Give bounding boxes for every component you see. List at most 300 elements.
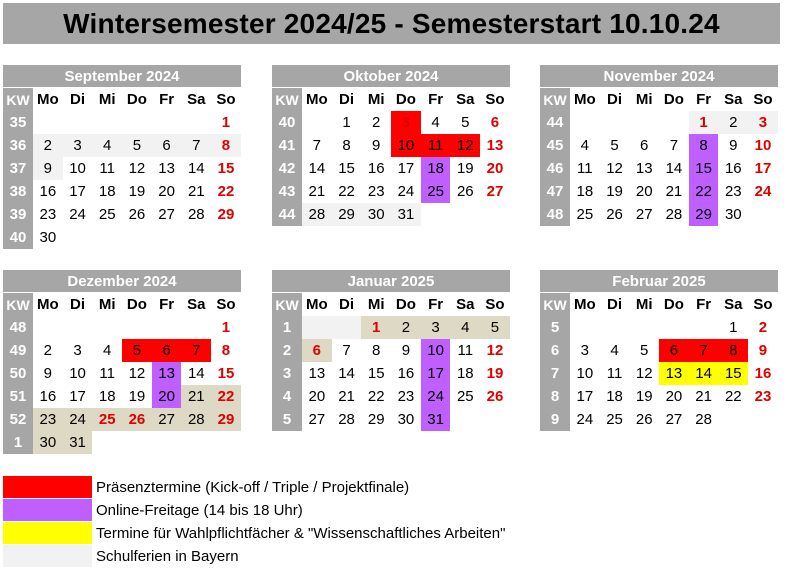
week-row (272, 134, 510, 157)
week-number: 6 (540, 339, 570, 362)
month-2 (272, 65, 510, 226)
empty-day-cell (600, 111, 630, 134)
day-cell: 11 (606, 365, 623, 382)
weekday-label: So (485, 91, 505, 108)
day-cell: 20 (635, 183, 653, 200)
day-cell: 9 (33, 157, 63, 180)
weekday-label: Do (126, 296, 147, 313)
day-cell: 4 (450, 316, 480, 339)
weekday-header (3, 88, 241, 111)
day-cell: 6 (659, 339, 689, 362)
day-cell: 5 (640, 342, 649, 359)
month-6 (540, 270, 778, 431)
empty-day-cell (629, 316, 659, 339)
empty-day-cell (211, 226, 241, 249)
day-cell: 24 (576, 411, 594, 428)
day-cell: 3 (73, 342, 82, 359)
day-cell: 23 (754, 388, 772, 405)
weekday-label: So (753, 91, 773, 108)
day-cell: 8 (221, 342, 231, 359)
day-cell: 30 (361, 203, 391, 226)
weekday-header (540, 88, 778, 111)
day-cell: 13 (158, 160, 175, 177)
legend-label: Präsenztermine (Kick-off / Triple / Projektfinale) (96, 478, 410, 496)
weekday-label: Mi (98, 296, 116, 313)
day-cell: 28 (187, 206, 205, 223)
day-cell: 23 (39, 206, 57, 223)
day-cell: 17 (576, 388, 594, 405)
day-cell: 14 (187, 365, 205, 382)
weekday-label: Fr (696, 91, 712, 108)
day-cell: 14 (187, 160, 205, 177)
day-cell: 4 (580, 137, 590, 154)
day-cell: 8 (718, 339, 748, 362)
day-cell: 22 (338, 183, 355, 200)
week-number: 49 (3, 339, 33, 362)
day-cell: 12 (606, 160, 623, 177)
empty-day-cell (421, 203, 451, 226)
day-cell: 9 (729, 137, 738, 154)
day-cell: 3 (580, 342, 590, 359)
day-cell: 20 (486, 160, 504, 177)
empty-day-cell (92, 226, 122, 249)
day-cell: 17 (754, 160, 772, 177)
day-cell: 28 (695, 411, 712, 428)
legend-swatch (3, 545, 92, 567)
day-cell: 29 (689, 203, 719, 226)
empty-day-cell (63, 316, 93, 339)
week-row (3, 408, 241, 431)
weekday-label: Mi (367, 296, 385, 313)
day-cell: 28 (338, 411, 355, 428)
week-number: 7 (540, 362, 570, 385)
week-number: 1 (3, 431, 33, 454)
empty-day-cell (152, 431, 182, 454)
day-cell: 19 (635, 388, 653, 405)
day-cell: 23 (367, 183, 385, 200)
week-row (3, 385, 241, 408)
day-cell: 10 (69, 160, 86, 177)
legend-swatch (3, 499, 92, 521)
weekday-label: Fr (159, 91, 175, 108)
day-cell: 27 (158, 206, 175, 223)
day-cell: 4 (610, 342, 619, 359)
month-4 (3, 270, 241, 454)
weekday-label: Do (395, 296, 416, 313)
day-cell: 20 (665, 388, 683, 405)
day-cell: 14 (689, 362, 719, 385)
day-cell: 18 (98, 388, 116, 405)
day-cell: 24 (421, 385, 451, 408)
day-cell: 5 (122, 134, 152, 157)
week-number: 35 (3, 111, 33, 134)
month-title: September 2024 (3, 65, 241, 87)
empty-day-cell (92, 111, 122, 134)
weekday-label: Do (395, 91, 416, 108)
legend-item (3, 522, 505, 544)
day-cell: 10 (391, 134, 421, 157)
day-cell: 23 (724, 183, 742, 200)
kw-header: KW (540, 88, 570, 111)
day-cell: 6 (640, 137, 649, 154)
week-number: 40 (272, 111, 302, 134)
legend-swatch (3, 522, 92, 544)
day-cell: 12 (486, 342, 504, 359)
week-row (3, 180, 241, 203)
day-cell: 30 (39, 229, 57, 246)
day-cell: 13 (635, 160, 653, 177)
week-number: 5 (540, 316, 570, 339)
day-cell: 5 (610, 137, 619, 154)
week-row (540, 339, 778, 362)
empty-day-cell (748, 203, 778, 226)
day-cell: 25 (92, 408, 122, 431)
day-cell: 7 (669, 137, 679, 154)
weekday-label: Sa (724, 296, 743, 313)
day-cell: 10 (576, 365, 594, 382)
day-cell: 25 (576, 206, 594, 223)
month-1 (3, 65, 241, 249)
day-cell: 1 (342, 114, 351, 131)
day-cell: 2 (718, 111, 748, 134)
week-row (540, 385, 778, 408)
legend-label: Online-Freitage (14 bis 18 Uhr) (96, 501, 303, 519)
day-cell: 2 (372, 114, 381, 131)
day-cell: 18 (98, 183, 116, 200)
day-cell: 21 (665, 183, 683, 200)
page-title: Wintersemester 2024/25 - Semesterstart 10.10.24 (3, 3, 780, 44)
weekday-label: Mi (367, 91, 385, 108)
empty-day-cell (302, 316, 332, 339)
day-cell: 6 (302, 339, 332, 362)
week-row (3, 339, 241, 362)
day-cell: 21 (187, 183, 205, 200)
empty-day-cell (92, 316, 122, 339)
legend-item (3, 545, 239, 567)
day-cell: 16 (367, 160, 385, 177)
empty-day-cell (480, 408, 510, 431)
day-cell: 18 (576, 183, 594, 200)
day-cell: 14 (338, 365, 355, 382)
day-cell: 16 (724, 160, 742, 177)
weekday-label: Mo (37, 296, 59, 313)
month-title: Dezember 2024 (3, 270, 241, 292)
day-cell: 15 (338, 160, 355, 177)
weekday-label: Di (70, 296, 86, 313)
weekday-label: So (216, 296, 236, 313)
kw-header: KW (272, 88, 302, 111)
day-cell: 31 (391, 203, 421, 226)
week-row (272, 385, 510, 408)
empty-day-cell (122, 431, 152, 454)
day-cell: 26 (122, 408, 152, 431)
week-row (272, 362, 510, 385)
day-cell: 24 (397, 183, 415, 200)
week-number: 3 (272, 362, 302, 385)
empty-day-cell (689, 316, 719, 339)
month-title: Oktober 2024 (272, 65, 510, 87)
week-number: 8 (540, 385, 570, 408)
day-cell: 20 (158, 183, 175, 200)
week-row (3, 431, 241, 454)
weekday-label: Mo (306, 296, 328, 313)
day-cell: 31 (421, 408, 451, 431)
day-cell: 29 (211, 408, 241, 431)
day-cell: 27 (152, 408, 182, 431)
day-cell: 12 (128, 160, 146, 177)
day-cell: 16 (397, 365, 415, 382)
day-cell: 22 (724, 388, 742, 405)
day-cell: 23 (33, 408, 63, 431)
empty-day-cell (122, 316, 152, 339)
day-cell: 9 (43, 365, 53, 382)
weekday-label: Sa (456, 91, 475, 108)
week-row (272, 339, 510, 362)
weekday-label: Fr (159, 296, 175, 313)
week-number: 48 (3, 316, 33, 339)
day-cell: 12 (128, 365, 146, 382)
day-cell: 14 (665, 160, 683, 177)
week-row (272, 203, 510, 226)
day-cell: 27 (665, 411, 683, 428)
day-cell: 2 (391, 316, 421, 339)
day-cell: 22 (367, 388, 385, 405)
day-cell: 19 (456, 160, 474, 177)
weekday-label: Do (663, 91, 684, 108)
empty-day-cell (181, 111, 211, 134)
empty-day-cell (718, 408, 748, 431)
empty-day-cell (33, 111, 63, 134)
week-row (540, 134, 778, 157)
month-title: Februar 2025 (540, 270, 778, 292)
day-cell: 13 (308, 365, 326, 382)
kw-header: KW (272, 293, 302, 316)
week-number: 42 (272, 157, 302, 180)
day-cell: 7 (312, 137, 322, 154)
week-number: 52 (3, 408, 33, 431)
week-row (272, 111, 510, 134)
kw-header: KW (3, 293, 33, 316)
empty-day-cell (152, 226, 182, 249)
weekday-label: Sa (724, 91, 743, 108)
empty-day-cell (570, 316, 600, 339)
day-cell: 29 (332, 203, 362, 226)
week-row (272, 408, 510, 431)
day-cell: 22 (689, 180, 719, 203)
week-number: 45 (540, 134, 570, 157)
empty-day-cell (659, 316, 689, 339)
day-cell: 28 (665, 206, 683, 223)
day-cell: 31 (63, 431, 93, 454)
day-cell: 18 (606, 388, 623, 405)
day-cell: 25 (456, 388, 474, 405)
week-row (540, 111, 778, 134)
empty-day-cell (181, 316, 211, 339)
kw-header: KW (3, 88, 33, 111)
weekday-label: Di (339, 91, 355, 108)
day-cell: 7 (342, 342, 351, 359)
empty-day-cell (181, 226, 211, 249)
day-cell: 26 (128, 206, 146, 223)
week-number: 36 (3, 134, 33, 157)
day-cell: 13 (486, 137, 504, 154)
week-row (3, 111, 241, 134)
day-cell: 17 (421, 362, 451, 385)
weekday-label: Sa (187, 91, 206, 108)
day-cell: 2 (758, 319, 768, 336)
day-cell: 1 (221, 114, 231, 131)
day-cell: 27 (486, 183, 504, 200)
day-cell: 25 (421, 180, 451, 203)
empty-day-cell (211, 431, 241, 454)
day-cell: 8 (342, 137, 351, 154)
weekday-label: Mi (98, 91, 116, 108)
weekday-label: Mo (306, 91, 328, 108)
day-cell: 5 (480, 316, 510, 339)
legend-item (3, 476, 409, 498)
week-number: 46 (540, 157, 570, 180)
day-cell: 9 (758, 342, 768, 359)
week-number: 43 (272, 180, 302, 203)
weekday-label: Fr (428, 296, 444, 313)
day-cell: 12 (635, 365, 653, 382)
month-3 (540, 65, 778, 226)
day-cell: 5 (122, 339, 152, 362)
weekday-header (272, 293, 510, 316)
day-cell: 15 (367, 365, 385, 382)
week-row (540, 203, 778, 226)
weekday-label: Di (607, 91, 623, 108)
day-cell: 3 (63, 134, 93, 157)
weekday-label: Fr (696, 296, 712, 313)
day-cell: 15 (217, 365, 235, 382)
weekday-header (3, 293, 241, 316)
day-cell: 16 (39, 183, 57, 200)
day-cell: 21 (695, 388, 712, 405)
week-number: 44 (540, 111, 570, 134)
day-cell: 10 (421, 339, 451, 362)
weekday-label: Di (607, 296, 623, 313)
weekday-label: So (485, 296, 505, 313)
day-cell: 17 (69, 183, 86, 200)
empty-day-cell (302, 111, 332, 134)
week-number: 41 (272, 134, 302, 157)
legend-label: Schulferien in Bayern (96, 547, 239, 565)
week-number: 51 (3, 385, 33, 408)
week-number: 44 (272, 203, 302, 226)
week-number: 47 (540, 180, 570, 203)
day-cell: 9 (372, 137, 381, 154)
weekday-label: Sa (187, 296, 206, 313)
day-cell: 10 (754, 137, 772, 154)
weekday-header (272, 88, 510, 111)
day-cell: 6 (152, 134, 182, 157)
empty-day-cell (92, 431, 122, 454)
weekday-label: Sa (456, 296, 475, 313)
week-number: 4 (272, 385, 302, 408)
week-row (272, 157, 510, 180)
day-cell: 14 (308, 160, 326, 177)
week-number: 37 (3, 157, 33, 180)
week-row (3, 157, 241, 180)
day-cell: 29 (367, 411, 385, 428)
week-row (540, 180, 778, 203)
day-cell: 16 (39, 388, 57, 405)
day-cell: 18 (421, 157, 451, 180)
day-cell: 8 (211, 134, 241, 157)
day-cell: 7 (689, 339, 719, 362)
day-cell: 1 (221, 319, 231, 336)
day-cell: 27 (308, 411, 326, 428)
day-cell: 8 (689, 134, 719, 157)
day-cell: 20 (308, 388, 326, 405)
day-cell: 3 (391, 111, 421, 134)
day-cell: 30 (397, 411, 415, 428)
week-row (272, 316, 510, 339)
day-cell: 26 (486, 388, 504, 405)
empty-day-cell (332, 316, 362, 339)
day-cell: 26 (606, 206, 623, 223)
week-number: 40 (3, 226, 33, 249)
week-row (540, 362, 778, 385)
month-title: Januar 2025 (272, 270, 510, 292)
day-cell: 4 (431, 114, 440, 131)
day-cell: 1 (689, 111, 719, 134)
empty-day-cell (122, 111, 152, 134)
day-cell: 7 (181, 339, 211, 362)
day-cell: 15 (718, 362, 748, 385)
day-cell: 25 (98, 206, 116, 223)
day-cell: 20 (152, 385, 182, 408)
week-number: 1 (272, 316, 302, 339)
empty-day-cell (63, 111, 93, 134)
legend-item (3, 499, 303, 521)
legend-label: Termine für Wahlpflichtfächer & "Wissenschaftliches Arbeiten" (96, 524, 506, 542)
day-cell: 3 (748, 111, 778, 134)
empty-day-cell (152, 316, 182, 339)
empty-day-cell (480, 203, 510, 226)
week-number: 9 (540, 408, 570, 431)
week-row (3, 203, 241, 226)
empty-day-cell (33, 316, 63, 339)
week-row (3, 316, 241, 339)
month-title: November 2024 (540, 65, 778, 87)
day-cell: 7 (181, 134, 211, 157)
day-cell: 11 (99, 160, 115, 177)
month-5 (272, 270, 510, 431)
day-cell: 15 (217, 160, 235, 177)
empty-day-cell (570, 111, 600, 134)
weekday-label: So (753, 296, 773, 313)
day-cell: 16 (754, 365, 772, 382)
day-cell: 23 (397, 388, 415, 405)
weekday-label: Mo (37, 91, 59, 108)
day-cell: 11 (99, 365, 115, 382)
day-cell: 29 (217, 206, 235, 223)
day-cell: 6 (152, 339, 182, 362)
weekday-label: Do (663, 296, 684, 313)
week-row (540, 316, 778, 339)
weekday-label: Di (339, 296, 355, 313)
day-cell: 21 (338, 388, 355, 405)
day-cell: 26 (456, 183, 474, 200)
day-cell: 19 (486, 365, 504, 382)
day-cell: 9 (401, 342, 411, 359)
day-cell: 4 (92, 134, 122, 157)
empty-day-cell (122, 226, 152, 249)
day-cell: 22 (217, 183, 235, 200)
day-cell: 17 (397, 160, 415, 177)
